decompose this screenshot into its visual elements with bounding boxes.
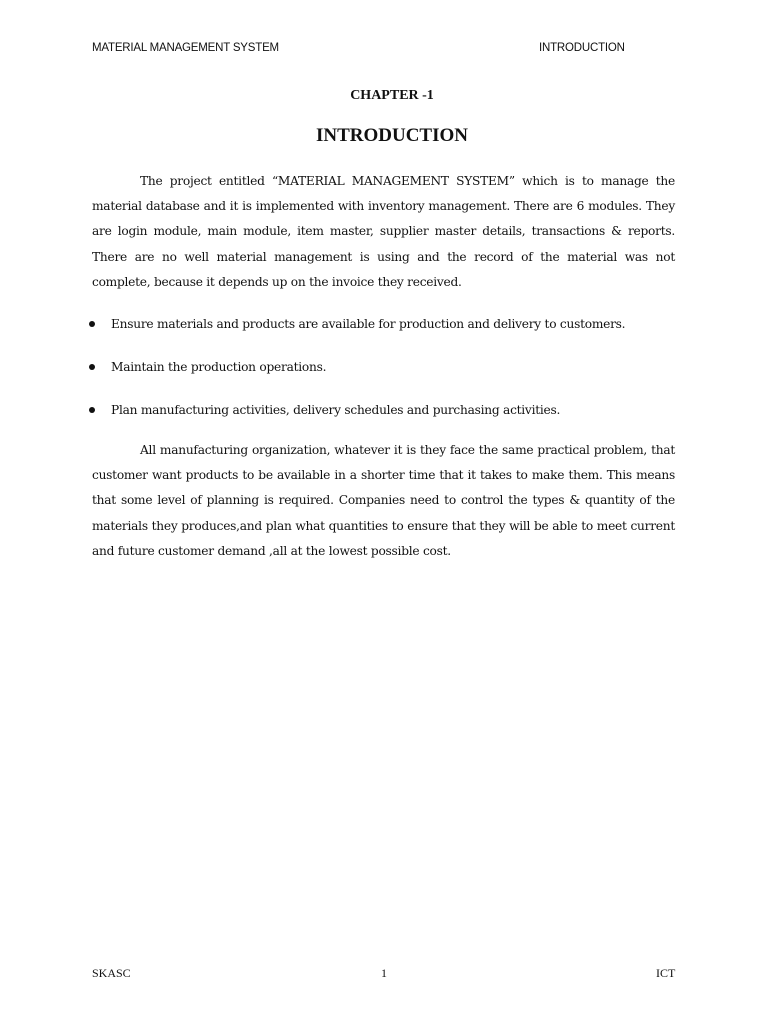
bullet-icon <box>89 364 95 370</box>
header-document-title: MATERIAL MANAGEMENT SYSTEM <box>92 42 279 54</box>
footer-institution: SKASC <box>92 966 131 980</box>
header-section-title: INTRODUCTION <box>539 42 625 54</box>
bullet-icon <box>89 407 95 413</box>
list-item-text: Ensure materials and products are available for production and delivery to customers. <box>111 317 626 331</box>
manufacturing-paragraph: All manufacturing organization, whatever it is they face the same practical problem, that customer want products to be available in a shorter time that it takes to make them. This means that some level of planning is required. Companies need to control the types & quantity of the materials they produces,and plan what quantities to ensure that they will be able to meet current and future customer demand ,all at the lowest possible cost. <box>92 443 675 558</box>
list-item-text: Maintain the production operations. <box>111 360 327 374</box>
list-item <box>86 356 625 399</box>
page-number: 1 <box>381 966 387 980</box>
list-item <box>86 399 625 442</box>
list-item <box>86 313 625 356</box>
intro-paragraph: The project entitled “MATERIAL MANAGEMENT SYSTEM” which is to manage the material database and it is implemented with inventory management. There are 6 modules. They are login module, main module, item master, supplier master details, transactions & reports. There are no well material management is using and the record of the material was not complete, because it depends up on the invoice they received. <box>92 174 675 289</box>
objectives-list <box>86 313 625 442</box>
bullet-icon <box>89 321 95 327</box>
list-item-text: Plan manufacturing activities, delivery schedules and purchasing activities. <box>111 403 561 417</box>
footer-department: ICT <box>656 966 676 980</box>
chapter-heading: CHAPTER -1 <box>350 88 434 103</box>
page-title: INTRODUCTION <box>315 125 469 146</box>
